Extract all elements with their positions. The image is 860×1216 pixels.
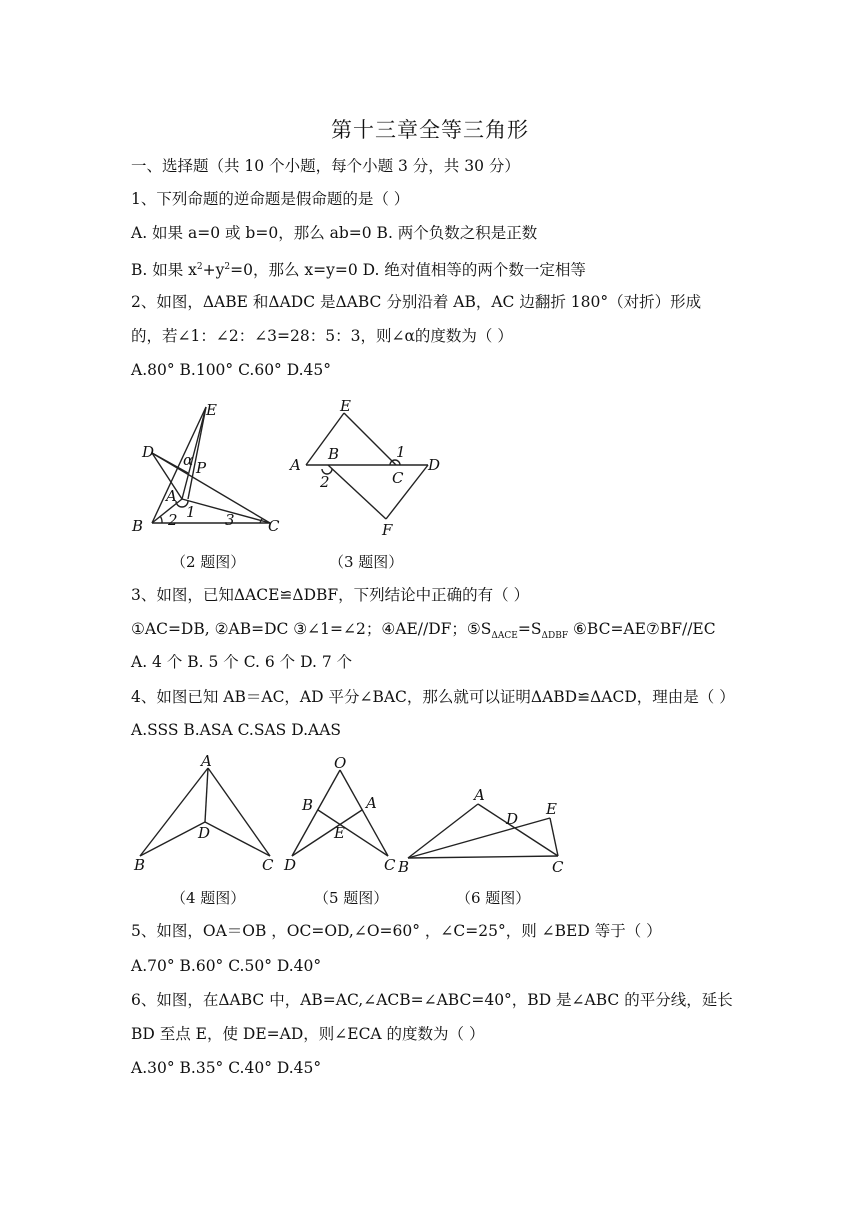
fig2-label-B: B — [132, 517, 144, 535]
q6-options: A.30° B.35° C.40° D.45° — [131, 1059, 322, 1077]
q2-stem-line1: 2、如图，ΔABE 和ΔADC 是ΔABC 分别沿着 AB，AC 边翻折 180°（对折）形成 — [131, 293, 702, 311]
fig2-label-3: 3 — [225, 511, 235, 529]
fig4-label-A: A — [201, 752, 212, 770]
fig5-label-B: B — [302, 796, 314, 814]
q1-stem: 1、下列命题的逆命题是假命题的是（ ） — [131, 190, 410, 208]
q4-options: A.SSS B.ASA C.SAS D.AAS — [131, 721, 342, 739]
figure-q4 — [128, 752, 283, 882]
fig3-caption: （3 题图） — [329, 553, 404, 571]
fig2-caption: （2 题图） — [171, 553, 246, 571]
fig3-label-C: C — [392, 469, 404, 487]
figure-q6 — [398, 780, 583, 880]
q4-stem: 4、如图已知 AB＝AC，AD 平分∠BAC，那么就可以证明ΔABD≌ΔACD，理由是（ ） — [131, 688, 735, 706]
fig6-label-B: B — [398, 858, 410, 876]
fig5-label-A: A — [366, 794, 377, 812]
q6-stem-line1: 6、如图，在ΔABC 中，AB=AC,∠ACB=∠ABC=40°，BD 是∠ABC 的平分线，延长 — [131, 991, 733, 1009]
q5-stem: 5、如图，OA＝OB ，OC=OD,∠O=60° ，∠C=25°，则 ∠BED 等于（ ） — [131, 922, 662, 940]
q3-sub-ace: ΔACE — [491, 631, 518, 642]
fig6-label-C: C — [552, 858, 564, 876]
q2-options: A.80° B.100° C.60° D.45° — [131, 361, 332, 379]
fig2-label-E: E — [206, 401, 217, 419]
figure-q5 — [280, 752, 400, 882]
fig3-label-F: F — [382, 521, 393, 537]
fig6-label-E: E — [546, 800, 557, 818]
fig6-caption: （6 题图） — [456, 889, 531, 907]
fig6-label-A: A — [474, 786, 485, 804]
q3-items — [131, 618, 716, 647]
q3-stem: 3、如图，已知ΔACE≌ΔDBF，下列结论中正确的有（ ） — [131, 586, 530, 604]
fig3-label-E: E — [340, 397, 351, 415]
figure-q3 — [288, 395, 448, 537]
q1-options-line1: A. 如果 a=0 或 b=0，那么 ab=0 B. 两个负数之积是正数 — [131, 224, 538, 242]
q3-items-c: ⑥BC=AE⑦BF//EC — [568, 620, 716, 638]
fig2-label-1: 1 — [186, 503, 196, 521]
fig2-label-D: D — [142, 443, 155, 461]
q3-items-b: =S — [517, 620, 542, 638]
fig4-caption: （4 题图） — [171, 889, 246, 907]
q1-options-line2 — [131, 256, 586, 281]
fig5-label-C: C — [384, 856, 396, 874]
fig5-caption: （5 题图） — [314, 889, 389, 907]
fig4-label-B: B — [134, 856, 146, 874]
q3-sub-dbf: ΔDBF — [541, 631, 569, 642]
fig2-label-2: 2 — [168, 511, 178, 529]
q1-opt-text-c: =0，那么 x=y=0 D. 绝对值相等的两个数一定相等 — [230, 261, 586, 280]
q1-opt-text-a: B. 如果 x — [131, 261, 197, 280]
page-title: 第十三章全等三角形 — [331, 118, 529, 142]
q1-sup-x: 2 — [196, 262, 203, 272]
fig3-label-A: A — [290, 456, 301, 474]
fig3-label-2: 2 — [320, 473, 330, 491]
q3-items-a: ①AC=DB, ②AB=DC ③∠1=∠2；④AE//DF；⑤S — [131, 620, 492, 638]
fig6-label-D: D — [506, 810, 519, 828]
q1-sup-y: 2 — [224, 262, 231, 272]
fig2-label-P: P — [196, 459, 207, 477]
figure-q2 — [128, 395, 288, 537]
fig5-label-D: D — [284, 856, 297, 874]
fig3-label-D: D — [428, 456, 441, 474]
fig5-label-O: O — [334, 754, 347, 772]
fig3-label-1: 1 — [396, 443, 406, 461]
q6-stem-line2: BD 至点 E，使 DE=AD，则∠ECA 的度数为（ ） — [131, 1025, 485, 1043]
fig5-label-E: E — [334, 824, 345, 842]
fig2-label-alpha: α — [183, 451, 194, 469]
fig4-label-C: C — [262, 856, 274, 874]
q5-options: A.70° B.60° C.50° D.40° — [131, 957, 322, 975]
q1-opt-text-b: +y — [202, 261, 225, 280]
fig2-label-A: A — [166, 487, 177, 505]
q2-stem-line2: 的，若∠1：∠2：∠3=28：5：3，则∠α的度数为（ ） — [131, 327, 513, 345]
fig2-label-C: C — [268, 517, 280, 535]
fig4-label-D: D — [198, 824, 211, 842]
q3-options: A. 4 个 B. 5 个 C. 6 个 D. 7 个 — [131, 653, 353, 671]
section-heading: 一、选择题（共 10 个小题，每个小题 3 分，共 30 分） — [131, 157, 520, 175]
fig3-label-B: B — [328, 445, 340, 463]
